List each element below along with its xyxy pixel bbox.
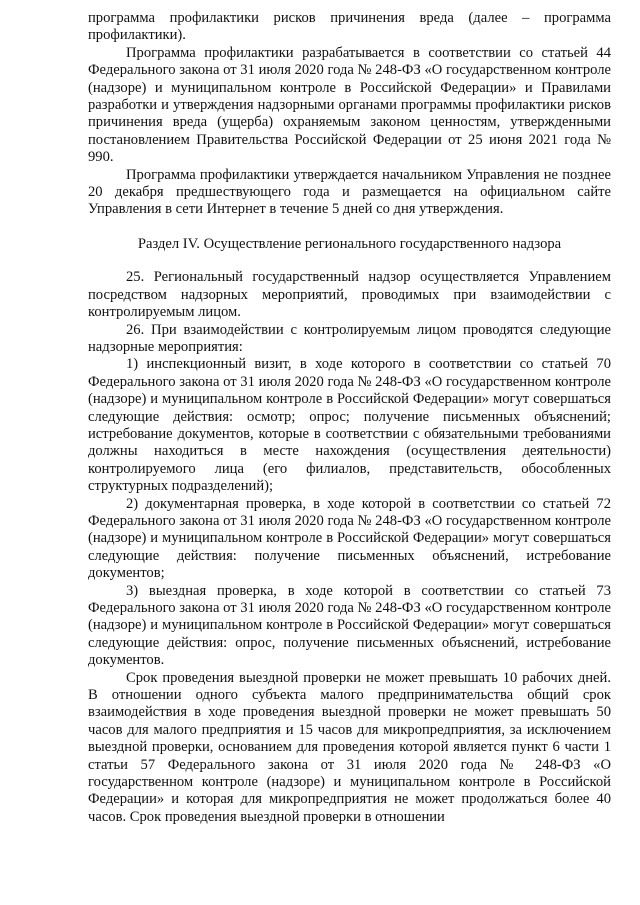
list-item-documentary-check: 2) документарная проверка, в ходе которой в соответствии со статьей 72 Федерального закона от 31 июля 2020 года № 248-ФЗ «О государственном контроле (надзоре) и муниципальном контроле в Российской Федерации» могут совершаться следующие действия: получение письменных объяснений, истребование документов; [88,495,611,582]
document-body [88,10,611,826]
paragraph-item-26: 26. При взаимодействии с контролируемым лицом проводятся следующие надзорные мероприятия: [88,321,611,355]
paragraph-program-approval: Программа профилактики утверждается начальником Управления не позднее 20 декабря предшествующего года и размещается на официальном сайте Управления в сети Интернет в течение 5 дней со дня утверждения. [88,166,611,218]
paragraph-continuation: программа профилактики рисков причинения вреда (далее – программа профилактики). [88,10,611,44]
paragraph-field-check-duration: Срок проведения выездной проверки не может превышать 10 рабочих дней. В отношении одного субъекта малого предпринимательства общий срок взаимодействия в ходе проведения выездной проверки не может превышать 50 часов для малого предприятия и 15 часов для микропредприятия, за исключением выездной проверки, основанием для проведения которой является пункт 6 части 1 статьи 57 Федерального закона от 31 июля 2020 года № 248-ФЗ «О государственном контроле (надзоре) и муниципальном контроле в Российской Федерации» и которая для микропредприятия не может продолжаться более 40 часов. Срок проведения выездной проверки в отношении [88,669,611,825]
section-heading: Раздел IV. Осуществление регионального государственного надзора [137,235,562,252]
list-item-inspection-visit: 1) инспекционный визит, в ходе которого в соответствии со статьей 70 Федерального закона от 31 июля 2020 года № 248-ФЗ «О государственном контроле (надзоре) и муниципальном контроле в Российской Федерации» могут совершаться следующие действия: осмотр; опрос; получение письменных объяснений; истребование документов, которые в соответствии с обязательными требованиями должны находиться в месте нахождения (осуществления деятельности) контролируемого лица (его филиалов, представительств, обособленных структурных подразделений); [88,356,611,495]
list-item-field-check: 3) выездная проверка, в ходе которой в соответствии со статьей 73 Федерального закона от 31 июля 2020 года № 248-ФЗ «О государственном контроле (надзоре) и муниципальном контроле в Российской Федерации» могут совершаться следующие действия: опрос, получение письменных объяснений, истребование документов. [88,582,611,669]
paragraph-item-25: 25. Региональный государственный надзор осуществляется Управлением посредством надзорных мероприятий, проводимых при взаимодействии с контролируемым лицом. [88,269,611,321]
paragraph-program-development: Программа профилактики разрабатывается в соответствии со статьей 44 Федерального закона от 31 июля 2020 года № 248-ФЗ «О государственном контроле (надзоре) и муниципальном контроле в Российской Федерации» и Правилами разработки и утверждения надзорными органами программы профилактики рисков причинения вреда (ущерба) охраняемым законом ценностям, утвержденными постановлением Правительства Российской Федерации от 25 июня 2021 года № 990. [88,44,611,166]
